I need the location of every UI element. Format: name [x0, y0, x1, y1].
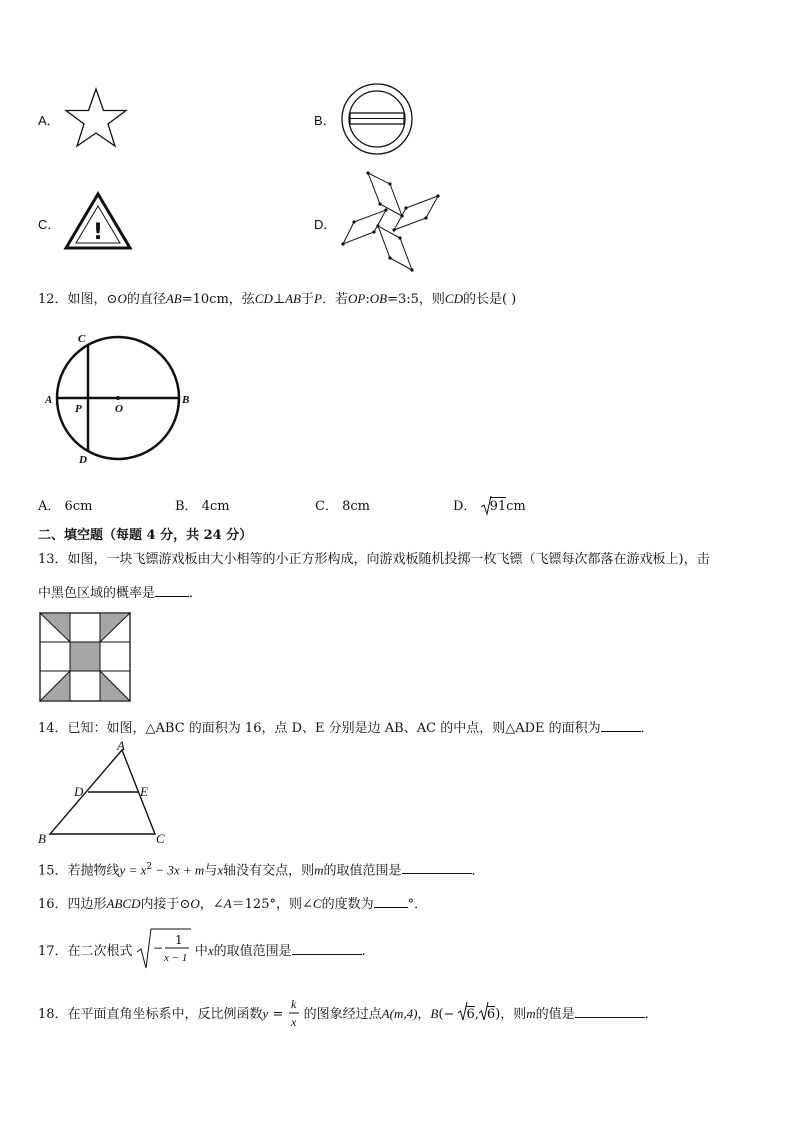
q13-answer-blank[interactable]: [155, 582, 189, 597]
pinwheel-icon: [340, 168, 442, 274]
label-c: C: [78, 333, 86, 345]
label-e: E: [140, 784, 148, 799]
q11-option-c-label: C．: [38, 217, 61, 232]
q12-option-a: A． 6cm: [38, 499, 93, 514]
label-a: A: [117, 738, 125, 753]
svg-text:k: k: [290, 996, 296, 1011]
q12-circle-figure: [40, 330, 200, 470]
label-o: O: [115, 403, 123, 415]
q15-answer-blank[interactable]: [402, 859, 472, 874]
svg-text:x − 1: x − 1: [163, 951, 187, 964]
q12-option-b: B． 4cm: [175, 499, 230, 514]
q17-answer-blank[interactable]: [292, 940, 362, 955]
q13-line2: 中黑色区域的概率是 ．: [38, 582, 202, 604]
q11-option-d-label: D．: [314, 217, 337, 232]
q12-text: 12．如图，⊙O的直径AB=10cm，弦CD⊥AB于P．若OP:OB=3:5，则CD的长是( ): [38, 291, 517, 307]
label-a: A: [45, 394, 53, 406]
svg-text:x: x: [290, 1014, 296, 1029]
label-b: B: [182, 394, 190, 406]
label-p: P: [75, 403, 82, 415]
label-d: D: [74, 784, 84, 799]
warning-triangle-icon: [64, 192, 132, 250]
label-b: B: [38, 831, 46, 846]
q16-answer-blank[interactable]: [374, 893, 408, 908]
q11-option-b-label: B．: [314, 113, 336, 128]
q18-fraction: [288, 996, 300, 1029]
q16-text: 16．四边形ABCD内接于⊙O，∠A＝125°，则∠C的度数为 °．: [38, 893, 427, 915]
q12-option-c: C． 8cm: [315, 499, 370, 514]
q14-triangle-figure: [36, 740, 176, 846]
q15-text: 15．若抛物线$y = x^2 - 3x + m$与x轴没有交点，则m的取值范围是 ．: [38, 857, 485, 881]
q18-answer-blank[interactable]: [575, 1003, 645, 1018]
q14-text: 14．已知：如图，△ABC 的面积为 16，点 D、E 分别是边 AB、AC 的中点，则△ADE 的面积为 ．: [38, 717, 654, 739]
q18-text: 18．在平面直角坐标系中，反比例函数y = k x 的图象经过点A(m,4)，B(− 6, 6)，则m的值是 ．: [38, 996, 658, 1029]
q12-option-d: D． 91cm: [453, 495, 526, 514]
star-icon: [64, 88, 128, 148]
label-c: C: [156, 831, 165, 846]
q17-radical: [137, 932, 191, 964]
q13-line1: 13．如图，一块飞镖游戏板由大小相等的小正方形构成，向游戏板随机投掷一枚飞镖（飞镖每次都落在游戏板上)，击: [38, 552, 710, 567]
q14-answer-blank[interactable]: [601, 717, 641, 732]
label-d: D: [79, 454, 87, 466]
q17-text: 17．在二次根式 − 1 x − 1 中x的取值范围是 .: [38, 940, 366, 962]
svg-text:1: 1: [174, 932, 183, 947]
svg-text:−: −: [152, 940, 163, 955]
q11-option-a-label: A．: [38, 113, 60, 128]
circle-bar-icon: [341, 83, 413, 155]
warning-exclamation: !: [92, 220, 104, 245]
section-fill-in-title: 二、填空题（每题 4 分，共 24 分）: [38, 528, 253, 543]
dartboard-figure: [39, 612, 131, 702]
